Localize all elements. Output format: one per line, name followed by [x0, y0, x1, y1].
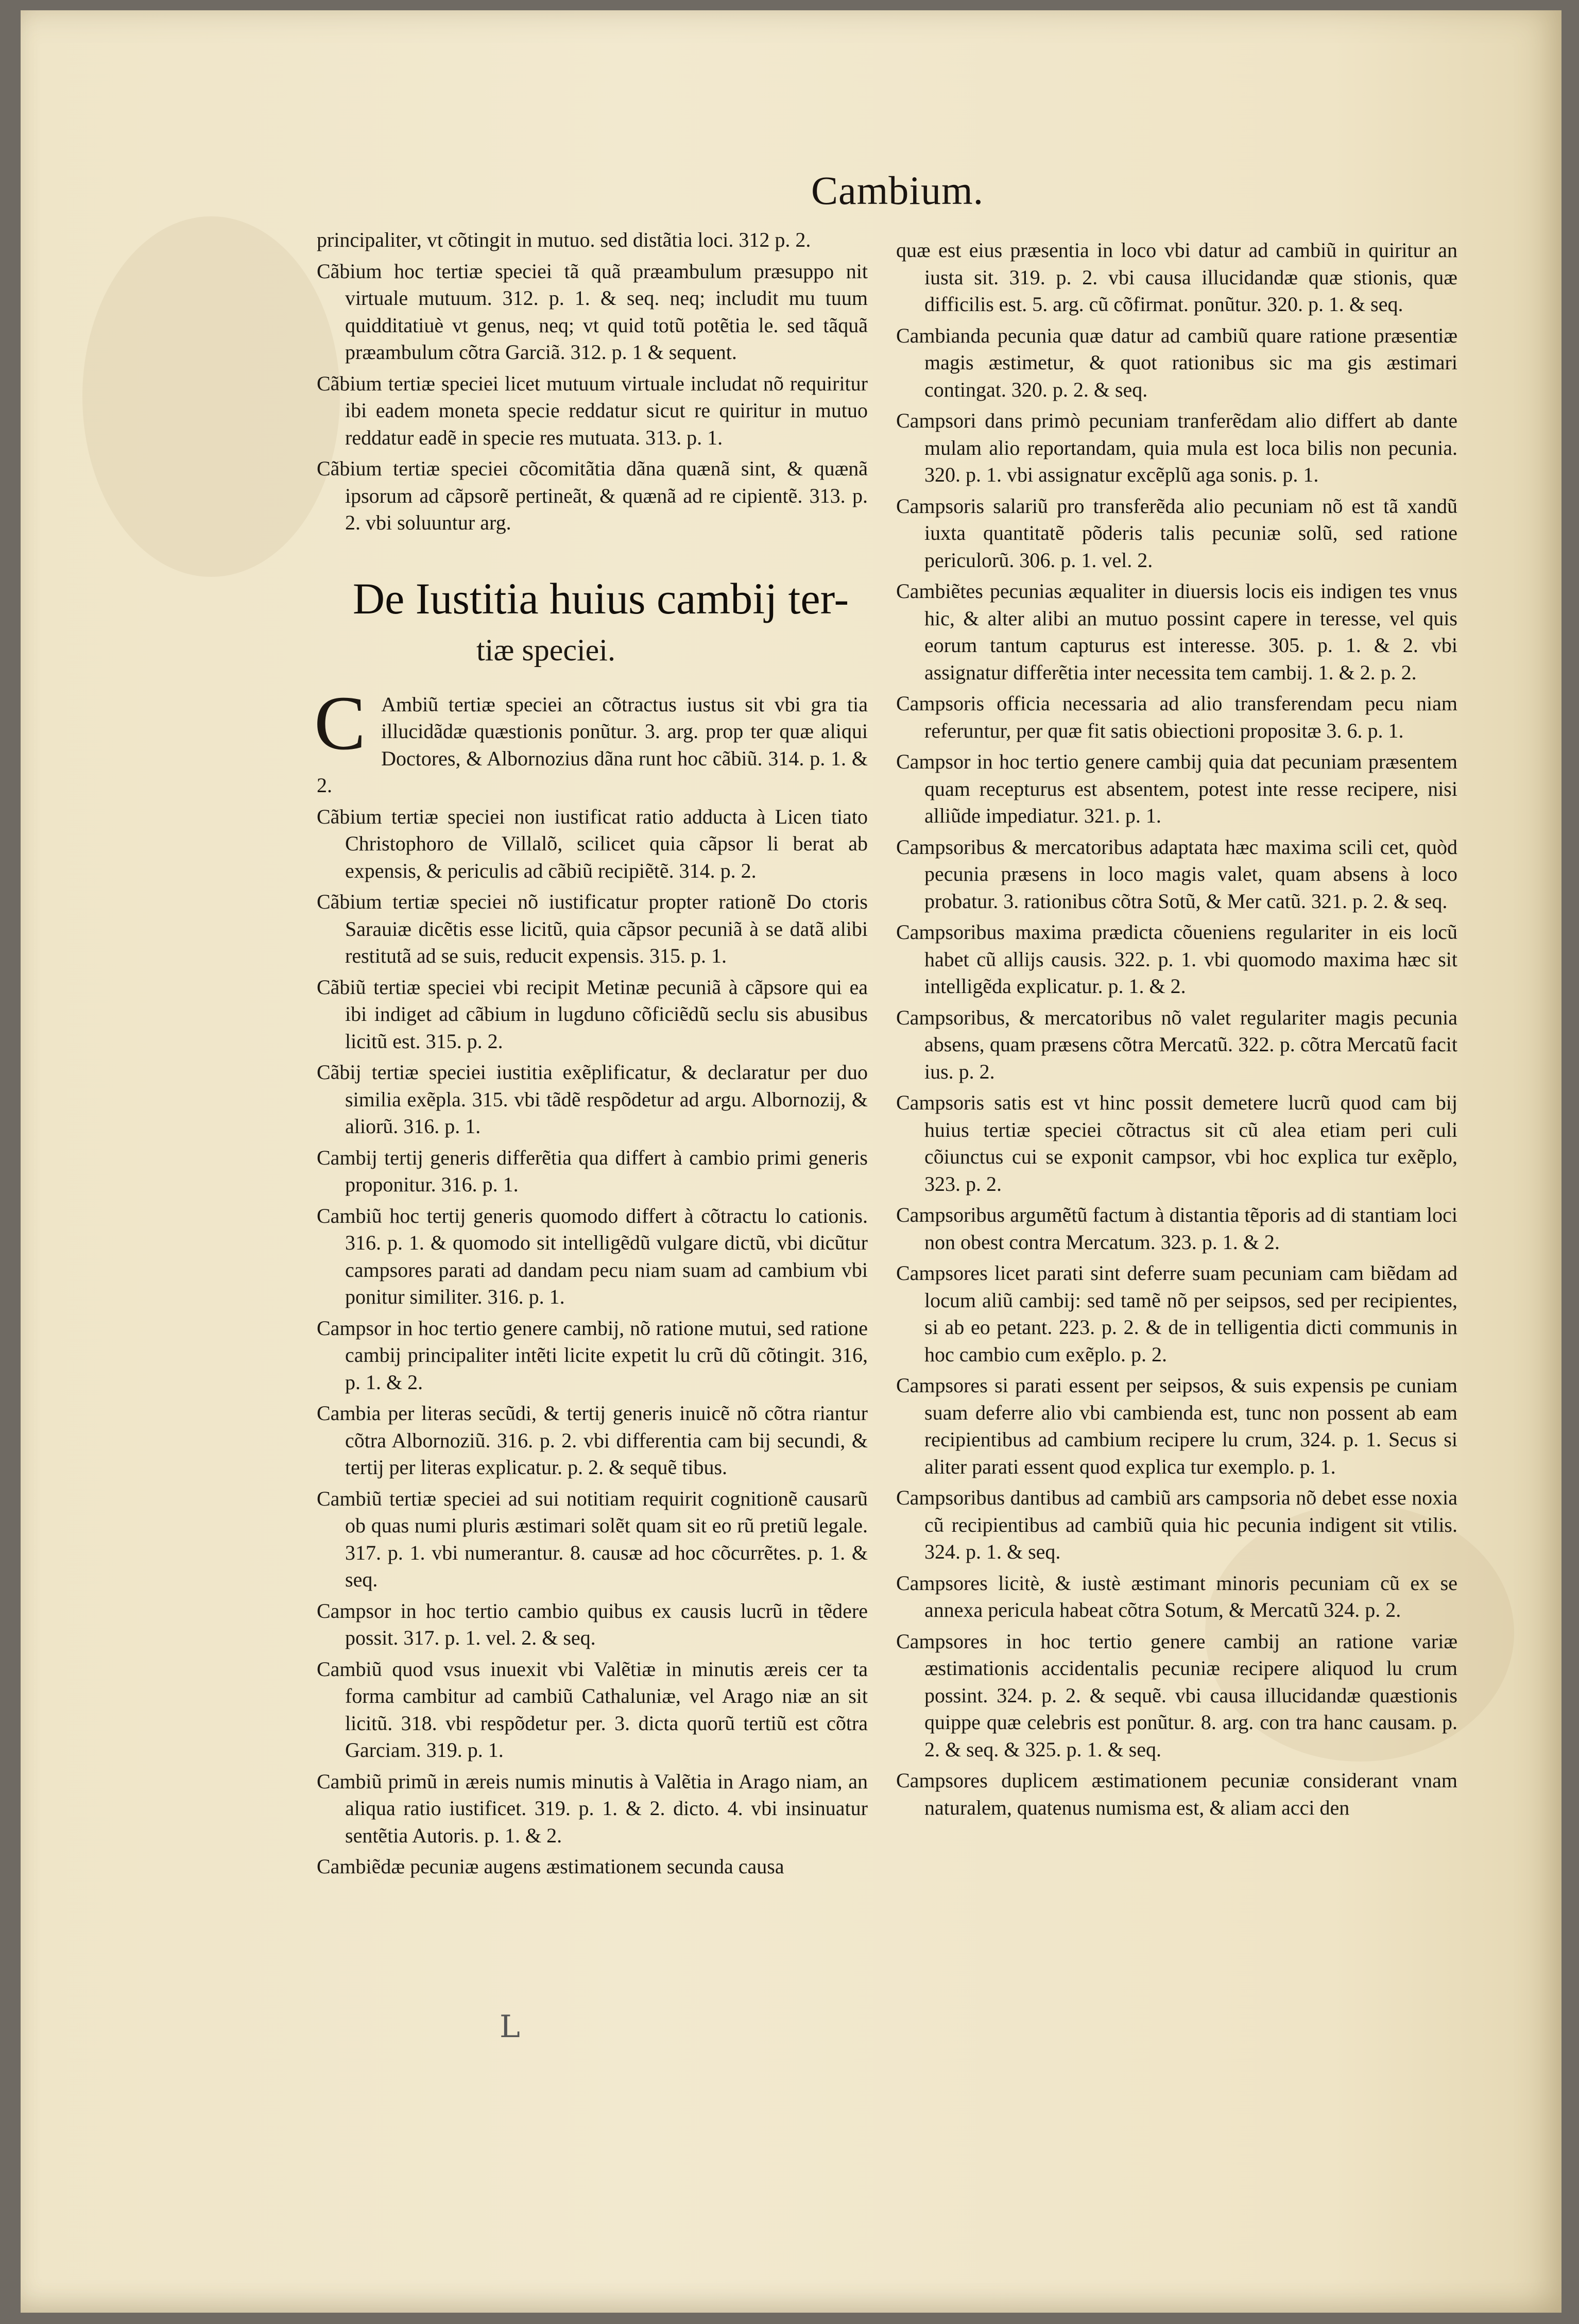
index-entry: Cãbiũ tertiæ speciei vbi recipit Metinæ pecuniã à cãpsore qui ea ibi indiget ad cãbium in lugduno cõficiẽdũ seclu sis abusibus licitũ est. 315. p. 2.: [317, 975, 868, 1053]
index-entry: Cãbij tertiæ speciei iustitia exẽplificatur, & declaratur per duo similia exẽpla. 315. vbi tãdẽ respõdetur ad argu. Albornozij, & aliorũ. 316. p. 1.: [317, 1061, 868, 1138]
index-entry: Ambiũ tertiæ speciei an cõtractus iustus sit vbi gra tia illucidãdæ quæstionis ponũtur. 3. arg. prop ter quæ aliqui Doctores, & Albornozius dãna runt hoc cãbiũ. 314. p. 1. & 2.: [317, 692, 868, 797]
index-entry: Campsor in hoc tertio genere cambij, nõ ratione mutui, sed ratione cambij principaliter intẽti licite expetit lu crũ dũ cõtingit. 316, p. 1. & 2.: [317, 1316, 868, 1394]
left-entries-top: [317, 227, 868, 537]
index-entry: quæ est eius præsentia in loco vbi datur ad cambiũ in quiritur an iusta sit. 319. p. 2. vbi causa illucidandæ quæ stionis, quæ difficilis est. 5. arg. cũ cõfirmat. ponũtur. 320. p. 1. & seq.: [896, 238, 1457, 316]
index-entry: Cãbium tertiæ speciei non iustificat ratio adducta à Licen tiato Christophoro de Villalõ, scilicet quia cãpsor li berat ab expensis, & periculis ad cãbiũ recipiẽtẽ. 314. p. 2.: [317, 805, 868, 882]
index-entry: Campsores in hoc tertio genere cambij an ratione variæ æstimationis accidentalis pecuniæ recipere aliquod lu crum possint. 324. p. 2. & sequẽ. vbi causa illucidandæ quæstionis quippe quæ celebris est ponũtur. 8. arg. con tra hanc causam. p. 2. & seq. & 325. p. 1. & seq.: [896, 1629, 1457, 1761]
index-entry: Campsoribus argumẽtũ factum à distantia tẽporis ad di stantiam loci non obest contra Mercatum. 323. p. 1. & 2.: [896, 1203, 1457, 1254]
left-entries: [317, 804, 868, 1881]
index-entry: Campsoris salariũ pro transferẽda alio pecuniam nõ est tã xandũ iuxta quantitatẽ põderis talis pecuniæ solũ, sed ratione periculorũ. 306. p. 1. vel. 2.: [896, 494, 1457, 572]
index-entry: Cãbium tertiæ speciei nõ iustificatur propter rationẽ Do ctoris Sarauiæ dicẽtis esse licitũ, quia cãpsor pecuniã à se datã alibi restitutã ad se suis, reducit expensis. 315. p. 1.: [317, 890, 868, 967]
index-entry: Campsores licitè, & iustè æstimant minoris pecuniam cũ ex se annexa pericula habeat cõtra Sotum, & Mercatũ 324. p. 2.: [896, 1571, 1457, 1621]
index-entry: Campsoribus dantibus ad cambiũ ars campsoria nõ debet esse noxia cũ recipientibus ad cambiũ quia hic pecunia indigent sit vtilis. 324. p. 1. & seq.: [896, 1486, 1457, 1563]
index-entry: Cambia per literas secũdi, & tertij generis inuicẽ nõ cõtra riantur cõtra Albornoziũ. 316. p. 2. vbi differentia cam bij secundi, & tertij per literas explicatur. p. 2. & sequẽ tibus.: [317, 1402, 868, 1479]
index-entry: Campsores si parati essent per seipsos, & suis expensis pe cuniam suam deferre alio vbi cambienda est, tunc non possent ab eam recipientibus ad cambium recipere lu crum, 324. p. 1. Secus si aliter parati essent quod explica tur exemplo. p. 1.: [896, 1374, 1457, 1478]
right-entries: [896, 237, 1457, 1821]
index-entry: Cambianda pecunia quæ datur ad cambiũ quare ratione præsentiæ magis æstimetur, & quot rationibus sic ma gis æstimari contingat. 320. p. 2. & seq.: [896, 323, 1457, 401]
paper-stain: [82, 216, 340, 577]
initial-entry: [314, 680, 868, 804]
index-entry: Cambiẽtes pecunias æqualiter in diuersis locis eis indigen tes vnus hic, & alter alibi an mutuo possint capere in teresse, vel quis eorum tantum capturus est interesse. 305. p. 1. & 2. vbi assignatur differẽtia inter necessita tem cambij. 1. & 2. p. 2.: [896, 579, 1457, 684]
index-entry: Cambiũ quod vsus inuexit vbi Valẽtiæ in minutis æreis cer ta forma cambitur ad cambiũ Cathaluniæ, vel Arago niæ an sit licitũ. 318. vbi respõdetur per. 3. dicta quorũ tertiũ est cõtra Garciam. 319. p. 1.: [317, 1657, 868, 1762]
right-column: [896, 237, 1457, 1825]
index-entry: Campsoris satis est vt hinc possit demetere lucrũ quod cam bij huius tertiæ speciei cõtractus sit cũ alea etiam peri culi cõiunctus cui se exponit campsor, vbi hoc explica tur exẽplo, 323. p. 2.: [896, 1091, 1457, 1195]
index-entry: Campsor in hoc tertio genere cambij quia dat pecuniam præsentem quam recepturus est absentem, potest inte resse recipere, nisi alliũde impediatur. 321. p. 1.: [896, 750, 1457, 827]
index-entry: Campsoribus, & mercatoribus nõ valet regulariter magis pecunia absens, quam præsens cõtra Mercatũ. 322. p. cõtra Mercatũ facit ius. p. 2.: [896, 1005, 1457, 1083]
index-entry: principaliter, vt cõtingit in mutuo. sed distãtia loci. 312 p. 2.: [317, 228, 811, 251]
margin-mark: L: [500, 2009, 520, 2045]
index-entry: Campsor in hoc tertio cambio quibus ex causis lucrũ in tẽdere possit. 317. p. 1. vel. 2. & seq.: [317, 1599, 868, 1649]
left-column: [314, 227, 868, 1885]
index-entry: Campsoribus & mercatoribus adaptata hæc maxima scili cet, quòd pecunia præsens in loco magis valet, quam absens à loco probatur. 3. rationibus cõtra Sotũ, & Mer catũ. 321. p. 2. & seq.: [896, 835, 1457, 913]
index-entry: Cambiẽdæ pecuniæ augens æstimationem secunda causa: [317, 1855, 784, 1878]
index-entry: Cãbium tertiæ speciei licet mutuum virtuale includat nõ requiritur ibi eadem moneta specie reddatur sicut re quiritur in mutuo reddatur eadẽ in specie res mutuata. 313. p. 1.: [317, 371, 868, 449]
section-heading: De Iustitia huius cambij ter-: [353, 573, 849, 623]
index-entry: Campsoribus maxima prædicta cõueniens regulariter in eis locũ habet cũ allijs causis. 322. p. 1. vbi quomodo maxima hæc sit intelligẽda explicatur. p. 1. & 2.: [896, 920, 1457, 998]
index-entry: Campsores duplicem æstimationem pecuniæ considerant vnam naturalem, quatenus numisma est, & aliam acci den: [896, 1769, 1457, 1819]
book-page: [21, 10, 1561, 2313]
index-entry: Cambij tertij generis differẽtia qua differt à cambio primi generis proponitur. 316. p. 1.: [317, 1146, 868, 1196]
index-entry: Campsori dans primò pecuniam tranferẽdam alio differt ab dante mulam alio reportandam, quia mula est loca bilis non pecunia. 320. p. 1. vbi assignatur excẽplũ aga sonis. p. 1.: [896, 409, 1457, 486]
index-entry: Cambiũ tertiæ speciei ad sui notitiam requirit cognitionẽ causarũ ob quas numi pluris æstimari solẽt quam sit eo rũ pretiũ legale. 317. p. 1. vbi numerantur. 8. causæ ad hoc cõcurrẽtes. p. 1. & seq.: [317, 1486, 868, 1591]
running-head: Cambium.: [811, 168, 984, 213]
drop-capital: C: [314, 680, 366, 766]
section-subheading: tiæ speciei.: [476, 633, 615, 667]
index-entry: Cambiũ hoc tertij generis quomodo differt à cõtractu lo cationis. 316. p. 1. & quomodo sit intelligẽdũ vulgare dictũ, vbi dicũtur campsores parati ad dandam pecu niam suam ad cambium vbi ponitur similiter. 316. p. 1.: [317, 1204, 868, 1308]
index-entry: Cambiũ primũ in æreis numis minutis à Valẽtia in Arago niam, an aliqua ratio iustificet. 319. p. 1. & 2. dicto. 4. vbi insinuatur sentẽtia Autoris. p. 1. & 2.: [317, 1769, 868, 1847]
index-entry: Cãbium tertiæ speciei cõcomitãtia dãna quænã sint, & quænã ipsorum ad cãpsorẽ pertineãt, & quænã ad re cipientẽ. 313. p. 2. vbi soluuntur arg.: [317, 457, 868, 534]
index-entry: Campsoris officia necessaria ad alio transferendam pecu niam referuntur, per quæ fit satis obiectioni propositæ 3. 6. p. 1.: [896, 692, 1457, 742]
index-entry: Cãbium hoc tertiæ speciei tã quã præambulum præsuppo nit virtuale mutuum. 312. p. 1. & seq. neq; includit mu tuum quidditatiuè vt genus, neq; vt quid totũ potẽtia le. sed tãquã præambulum cõtra Garciã. 312. p. 1 & sequent.: [317, 259, 868, 364]
index-entry: Campsores licet parati sint deferre suam pecuniam cam biẽdam ad locum aliũ cambij: sed tamẽ nõ per seipsos, sed per recipientes, si ab eo petant. 223. p. 2. & de in telligentia dicti communis in hoc cambio cum exẽplo. p. 2.: [896, 1261, 1457, 1366]
